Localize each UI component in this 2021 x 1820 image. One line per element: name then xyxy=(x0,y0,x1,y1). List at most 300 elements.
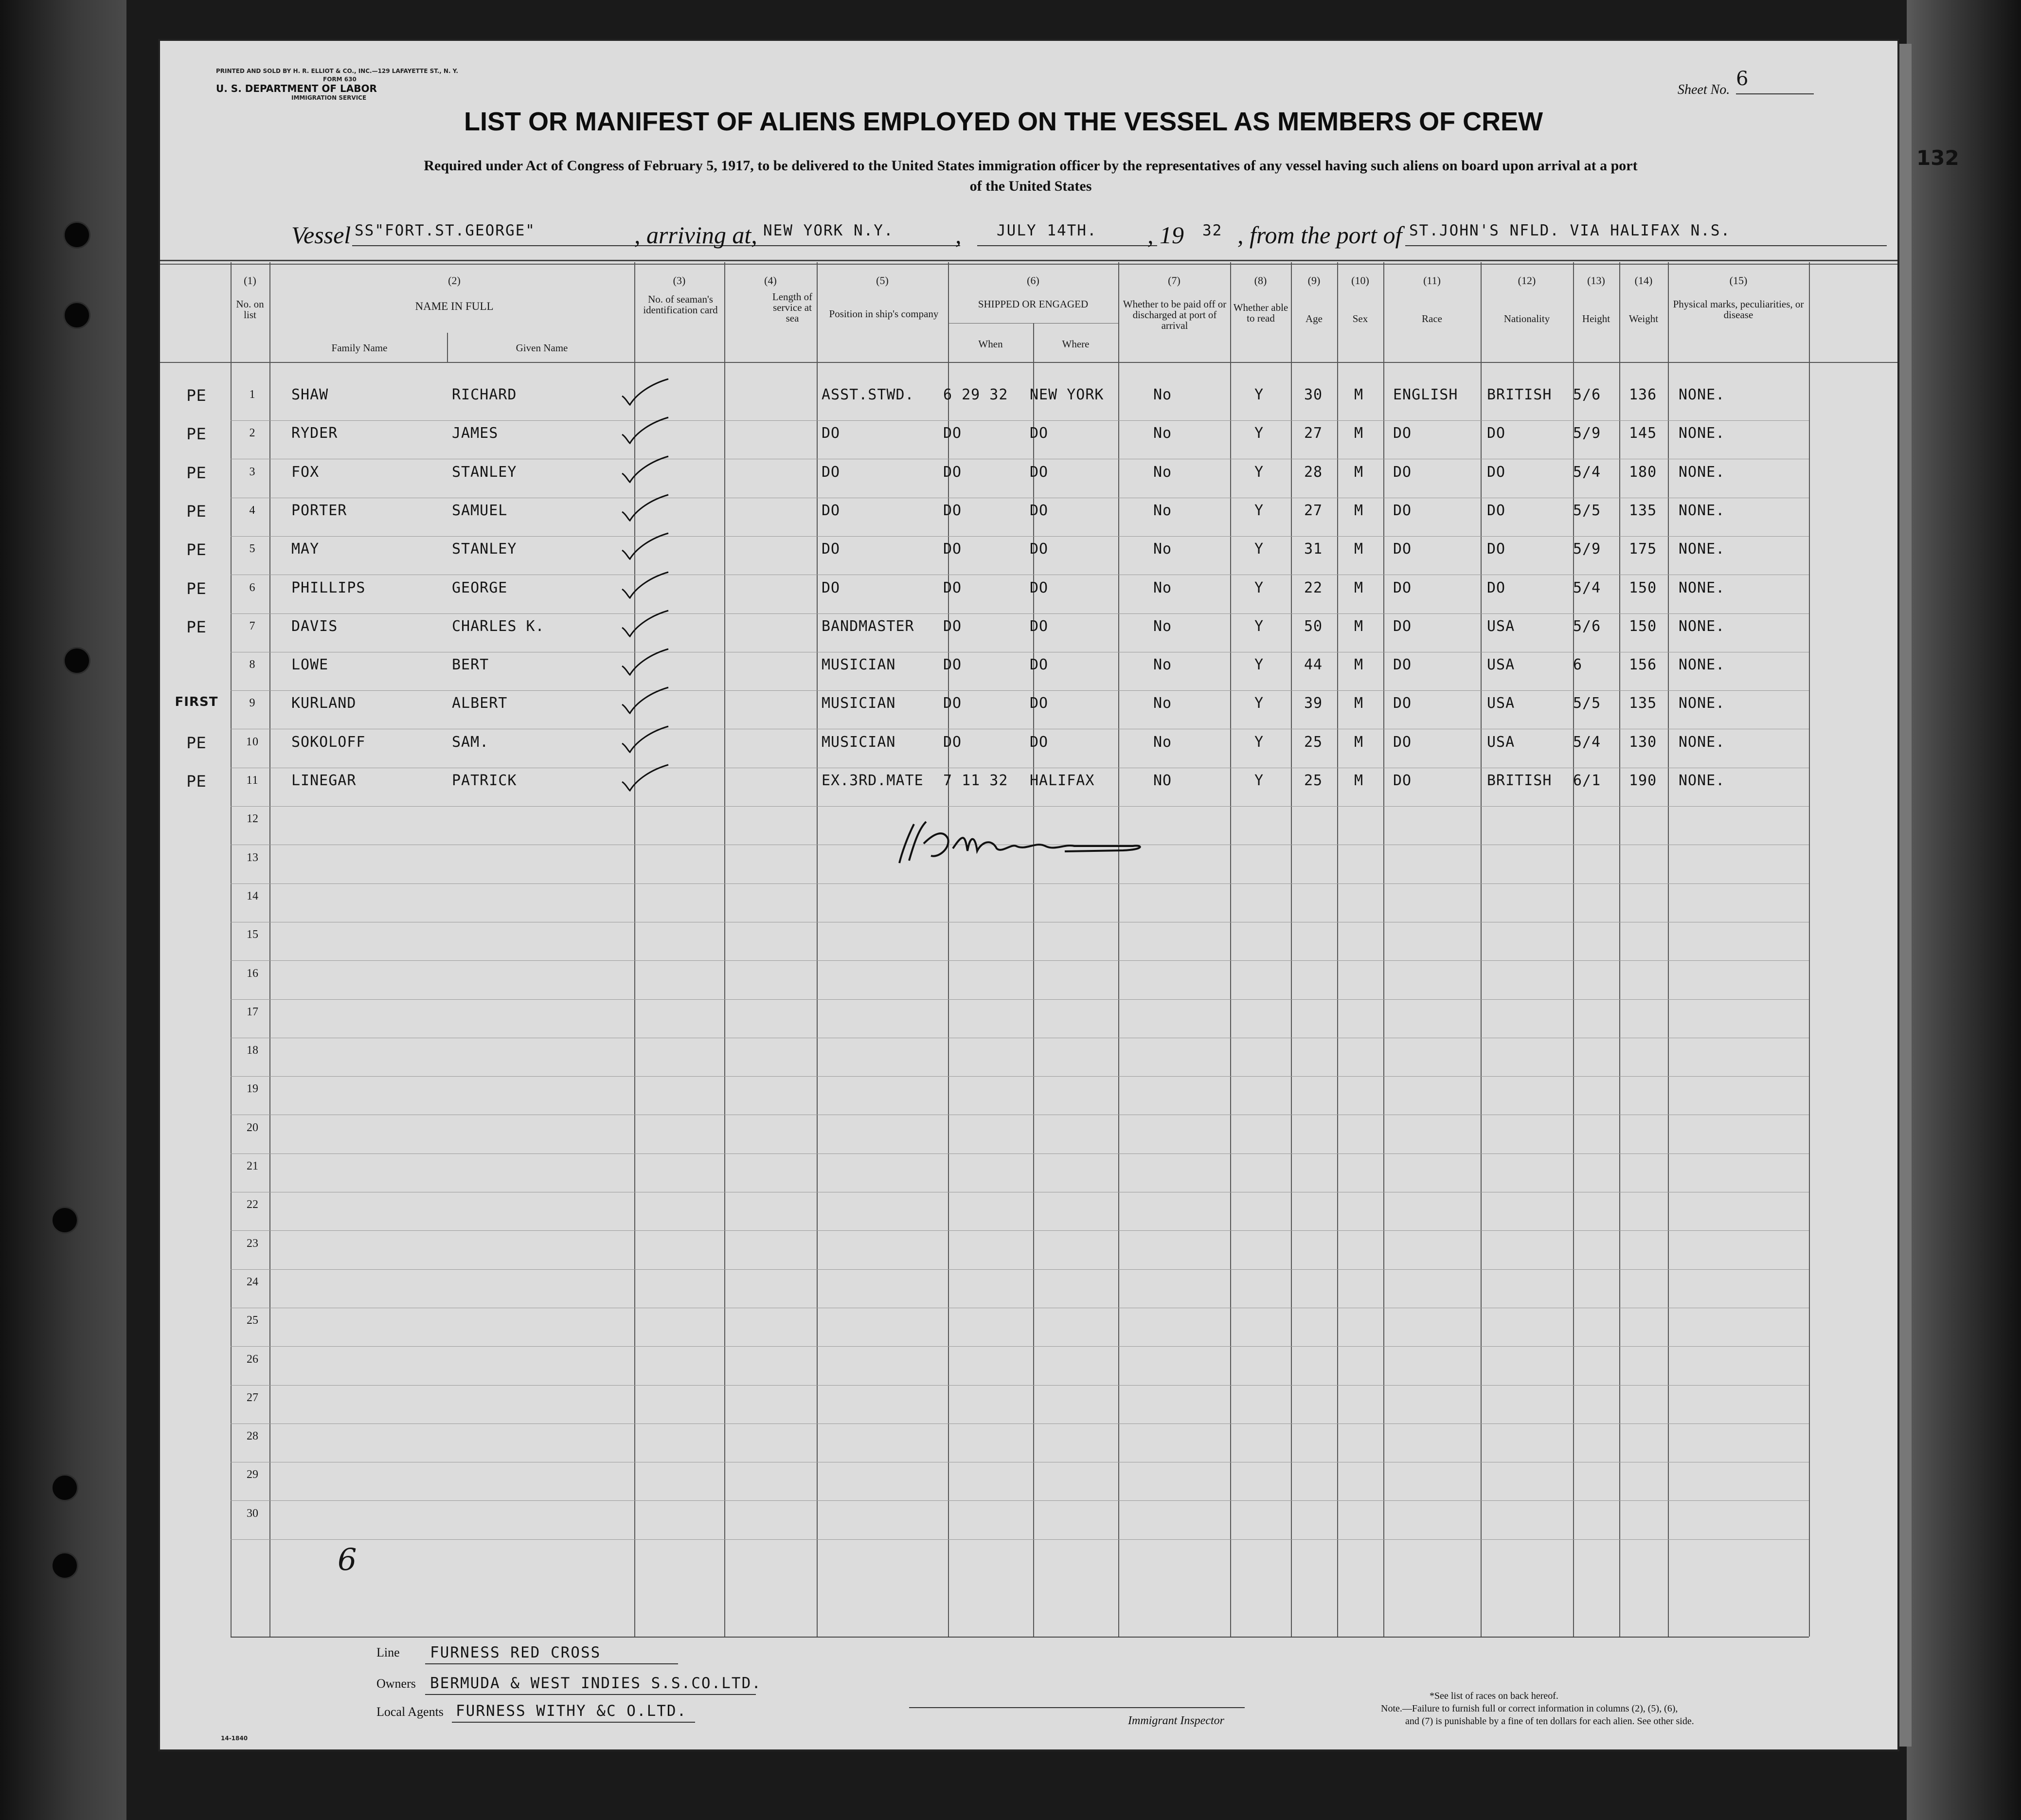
vessel-name: SS"FORT.ST.GEORGE" xyxy=(355,222,536,239)
sex: M xyxy=(1354,502,1364,519)
printer-imprint: PRINTED AND SOLD BY H. R. ELLIOT & CO., INC.—129 LAFAYETTE ST., N. Y. xyxy=(216,68,458,74)
age: 22 xyxy=(1304,579,1323,596)
empty-row-number: 27 xyxy=(247,1391,258,1404)
physical-marks: NONE. xyxy=(1679,656,1725,673)
nationality: DO xyxy=(1487,541,1506,558)
col1-number: (1) xyxy=(244,274,256,287)
col-divider xyxy=(1383,262,1384,1637)
row-rule xyxy=(231,1153,1809,1154)
engaged-when: DO xyxy=(943,579,962,596)
able-to-read: Y xyxy=(1254,464,1264,481)
family-name: PHILLIPS xyxy=(291,579,366,596)
empty-row-number: 15 xyxy=(247,928,258,941)
sex: M xyxy=(1354,464,1364,481)
empty-row-number: 12 xyxy=(247,812,258,825)
race: DO xyxy=(1393,695,1412,712)
given-name: RICHARD xyxy=(452,386,517,403)
list-number: 8 xyxy=(249,658,256,671)
age: 50 xyxy=(1304,618,1323,635)
col-divider xyxy=(1230,262,1231,1637)
sex: M xyxy=(1354,772,1364,789)
engaged-when: DO xyxy=(943,656,962,673)
sex: M xyxy=(1354,386,1364,403)
form-code: 14-1840 xyxy=(221,1735,248,1742)
weight: 150 xyxy=(1629,618,1657,635)
row-mark: FIRST xyxy=(175,695,218,709)
engaged-where: NEW YORK xyxy=(1030,386,1104,403)
ship-position: MUSICIAN xyxy=(822,656,896,673)
given-name: BERT xyxy=(452,656,489,673)
empty-row-number: 23 xyxy=(247,1237,258,1250)
nationality: BRITISH xyxy=(1487,386,1552,403)
row-rule xyxy=(231,1269,1809,1270)
col-divider xyxy=(1291,262,1292,1637)
col1-header: No. on list xyxy=(236,298,264,321)
list-number: 4 xyxy=(249,504,256,517)
col12-header: Nationality xyxy=(1503,313,1550,324)
ship-position: DO xyxy=(822,579,841,596)
check-mark xyxy=(617,415,676,449)
engaged-when: DO xyxy=(943,618,962,635)
empty-row-number: 21 xyxy=(247,1160,258,1172)
physical-marks: NONE. xyxy=(1679,734,1725,751)
list-number: 5 xyxy=(249,542,256,555)
nationality: USA xyxy=(1487,695,1515,712)
row-rule xyxy=(231,690,1809,691)
check-mark xyxy=(617,531,676,565)
col-divider xyxy=(817,262,818,1637)
physical-marks: NONE. xyxy=(1679,502,1725,519)
sex: M xyxy=(1354,656,1364,673)
check-mark xyxy=(617,724,676,758)
weight: 180 xyxy=(1629,464,1657,481)
engaged-when: DO xyxy=(943,502,962,519)
engaged-where: DO xyxy=(1030,579,1049,596)
nationality: DO xyxy=(1487,425,1506,442)
col8-number: (8) xyxy=(1254,274,1267,287)
col-divider xyxy=(447,333,448,362)
weight: 150 xyxy=(1629,579,1657,596)
age: 31 xyxy=(1304,541,1323,558)
footer-rule xyxy=(231,1637,1809,1638)
col-divider xyxy=(1337,262,1338,1637)
table-top-rule xyxy=(160,260,1897,261)
col2-given-header: Given Name xyxy=(516,342,568,354)
age: 30 xyxy=(1304,386,1323,403)
scan-right-margin xyxy=(1907,0,2021,1820)
subtitle-line-2: of the United States xyxy=(969,178,1092,194)
page-edge-shadow xyxy=(1899,44,1912,1747)
page-stamp: 132 xyxy=(1916,146,1959,170)
shipping-line-underline xyxy=(425,1663,678,1664)
col13-number: (13) xyxy=(1587,274,1605,287)
arrival-date: JULY 14TH. xyxy=(997,222,1097,239)
row-rule xyxy=(231,999,1809,1000)
col15-number: (15) xyxy=(1729,274,1748,287)
physical-marks: NONE. xyxy=(1679,541,1725,558)
age: 27 xyxy=(1304,425,1323,442)
given-name: STANLEY xyxy=(452,464,517,481)
scan-left-margin xyxy=(0,0,126,1820)
height: 5/4 xyxy=(1573,734,1601,751)
row-rule xyxy=(231,536,1809,537)
arrival-port: NEW YORK N.Y. xyxy=(763,222,894,239)
ship-position: DO xyxy=(822,464,841,481)
col7-number: (7) xyxy=(1168,274,1180,287)
able-to-read: Y xyxy=(1254,579,1264,596)
col6-where-header: Where xyxy=(1062,338,1090,350)
engaged-where: DO xyxy=(1030,695,1049,712)
binder-hole xyxy=(63,647,90,674)
paid-off: No xyxy=(1153,618,1172,635)
col-divider xyxy=(1809,262,1810,1637)
list-number: 9 xyxy=(249,697,256,709)
binder-hole xyxy=(51,1474,78,1501)
given-name: PATRICK xyxy=(452,772,517,789)
shipping-line: FURNESS RED CROSS xyxy=(430,1644,601,1661)
inspector-label: Immigrant Inspector xyxy=(1128,1714,1224,1727)
engaged-when: DO xyxy=(943,695,962,712)
nationality: BRITISH xyxy=(1487,772,1552,789)
local-agents: FURNESS WITHY &C O.LTD. xyxy=(456,1702,687,1720)
departure-port: ST.JOHN'S NFLD. VIA HALIFAX N.S. xyxy=(1409,222,1731,239)
race: ENGLISH xyxy=(1393,386,1458,403)
col-divider xyxy=(231,262,232,1637)
height: 6 xyxy=(1573,656,1583,673)
penalty-note-2: and (7) is punishable by a fine of ten dollars for each alien. See other side. xyxy=(1405,1716,1694,1727)
col3-header: No. of seaman's identification card xyxy=(643,293,718,316)
row-mark: PE xyxy=(186,386,207,405)
list-number: 6 xyxy=(249,581,256,594)
row-rule xyxy=(231,1539,1809,1540)
department-name: U. S. DEPARTMENT OF LABOR xyxy=(216,83,377,94)
given-name: ALBERT xyxy=(452,695,508,712)
ship-position: MUSICIAN xyxy=(822,695,896,712)
physical-marks: NONE. xyxy=(1679,425,1725,442)
age: 27 xyxy=(1304,502,1323,519)
row-rule xyxy=(231,1385,1809,1386)
paid-off: NO xyxy=(1153,772,1172,789)
list-number: 3 xyxy=(249,466,256,478)
row-mark: PE xyxy=(186,579,207,598)
able-to-read: Y xyxy=(1254,502,1264,519)
owners: BERMUDA & WEST INDIES S.S.CO.LTD. xyxy=(430,1675,762,1692)
sheet-number-line xyxy=(1736,93,1814,94)
engaged-where: DO xyxy=(1030,464,1049,481)
paid-off: No xyxy=(1153,464,1172,481)
col4-header: Length of service at sea xyxy=(772,291,813,324)
height: 5/9 xyxy=(1573,541,1601,558)
physical-marks: NONE. xyxy=(1679,618,1725,635)
given-name: SAMUEL xyxy=(452,502,508,519)
empty-row-number: 16 xyxy=(247,967,258,980)
row-rule xyxy=(231,1500,1809,1501)
list-number: 1 xyxy=(249,388,256,401)
race: DO xyxy=(1393,618,1412,635)
able-to-read: Y xyxy=(1254,425,1264,442)
empty-row-number: 19 xyxy=(247,1082,258,1095)
nationality: DO xyxy=(1487,502,1506,519)
sex: M xyxy=(1354,541,1364,558)
race: DO xyxy=(1393,541,1412,558)
engaged-when: DO xyxy=(943,541,962,558)
sheet-number: 6 xyxy=(1736,68,1749,90)
col5-header: Position in ship's company xyxy=(829,308,939,320)
engaged-where: DO xyxy=(1030,502,1049,519)
row-mark: PE xyxy=(186,502,207,521)
engaged-where: DO xyxy=(1030,425,1049,442)
row-rule xyxy=(231,883,1809,884)
check-mark xyxy=(617,570,676,604)
able-to-read: Y xyxy=(1254,541,1264,558)
empty-row-number: 20 xyxy=(247,1121,258,1134)
able-to-read: Y xyxy=(1254,386,1264,403)
arrival-date-line xyxy=(977,245,1157,246)
race: DO xyxy=(1393,502,1412,519)
nationality: DO xyxy=(1487,579,1506,596)
height: 5/6 xyxy=(1573,618,1601,635)
sex: M xyxy=(1354,425,1364,442)
nationality: USA xyxy=(1487,618,1515,635)
physical-marks: NONE. xyxy=(1679,464,1725,481)
agents-underline xyxy=(452,1722,695,1723)
row-mark: PE xyxy=(186,734,207,752)
departure-port-line xyxy=(1405,245,1887,246)
col9-number: (9) xyxy=(1307,274,1321,287)
paid-off: No xyxy=(1153,502,1172,519)
family-name: PORTER xyxy=(291,502,347,519)
empty-row-number: 30 xyxy=(247,1507,258,1520)
paid-off: No xyxy=(1153,425,1172,442)
binder-hole xyxy=(51,1552,78,1579)
signature xyxy=(880,814,1181,873)
col10-number: (10) xyxy=(1351,274,1369,287)
paid-off: No xyxy=(1153,541,1172,558)
col2-family-header: Family Name xyxy=(331,342,388,354)
ship-position: BANDMASTER xyxy=(822,618,914,635)
year-prefix: , 19 xyxy=(1147,221,1184,249)
engaged-where: DO xyxy=(1030,541,1049,558)
page-title: LIST OR MANIFEST OF ALIENS EMPLOYED ON THE VESSEL AS MEMBERS OF CREW xyxy=(464,107,1543,136)
list-number: 7 xyxy=(249,620,256,632)
empty-row-number: 22 xyxy=(247,1198,258,1211)
col2-header: NAME IN FULL xyxy=(415,300,494,312)
sex: M xyxy=(1354,579,1364,596)
penalty-note-1: Note.—Failure to furnish full or correct information in columns (2), (5), (6), xyxy=(1381,1703,1678,1714)
weight: 135 xyxy=(1629,502,1657,519)
weight: 156 xyxy=(1629,656,1657,673)
ship-position: EX.3RD.MATE xyxy=(822,772,924,789)
col15-header: Physical marks, peculiarities, or disease xyxy=(1673,298,1804,321)
col2-number: (2) xyxy=(448,274,461,287)
sex: M xyxy=(1354,734,1364,751)
given-name: CHARLES K. xyxy=(452,618,545,635)
paid-off: No xyxy=(1153,695,1172,712)
subtitle-line-1: Required under Act of Congress of February 5, 1917, to be delivered to the United States immigration officer by the representatives of any vessel having such aliens on board upon arrival at a port xyxy=(424,158,1638,174)
arrival-year: 32 xyxy=(1202,222,1223,239)
given-name: GEORGE xyxy=(452,579,508,596)
check-mark xyxy=(617,608,676,642)
able-to-read: Y xyxy=(1254,734,1264,751)
header-bottom-rule xyxy=(160,362,1897,363)
manifest-sheet xyxy=(158,39,1899,1751)
row-mark: PE xyxy=(186,541,207,559)
nationality: USA xyxy=(1487,734,1515,751)
arrival-port-line xyxy=(761,245,960,246)
paid-off: No xyxy=(1153,579,1172,596)
sheet-label: Sheet No. xyxy=(1678,82,1730,97)
check-mark xyxy=(617,647,676,681)
col11-number: (11) xyxy=(1423,274,1441,287)
engaged-where: DO xyxy=(1030,734,1049,751)
empty-row-number: 17 xyxy=(247,1006,258,1018)
col6-when-header: When xyxy=(978,338,1003,350)
agents-label: Local Agents xyxy=(376,1705,444,1719)
row-rule xyxy=(231,613,1809,614)
family-name: LOWE xyxy=(291,656,329,673)
height: 5/9 xyxy=(1573,425,1601,442)
family-name: SOKOLOFF xyxy=(291,734,366,751)
family-name: LINEGAR xyxy=(291,772,357,789)
col13-header: Height xyxy=(1582,313,1610,324)
engaged-where: HALIFAX xyxy=(1030,772,1095,789)
empty-row-number: 29 xyxy=(247,1468,258,1481)
engaged-when: 7 11 32 xyxy=(943,772,1008,789)
race: DO xyxy=(1393,656,1412,673)
col5-number: (5) xyxy=(876,274,889,287)
empty-row-number: 25 xyxy=(247,1314,258,1327)
col6-header: SHIPPED OR ENGAGED xyxy=(978,298,1089,310)
empty-row-number: 28 xyxy=(247,1430,258,1442)
given-name: JAMES xyxy=(452,425,499,442)
height: 5/5 xyxy=(1573,695,1601,712)
col6-number: (6) xyxy=(1027,274,1039,287)
age: 25 xyxy=(1304,734,1323,751)
col-divider xyxy=(269,262,270,1637)
col7-header: Whether to be paid off or discharged at port of arrival xyxy=(1123,298,1227,331)
given-name: SAM. xyxy=(452,734,489,751)
col12-number: (12) xyxy=(1518,274,1536,287)
arriving-label: , arriving at, xyxy=(634,221,757,249)
binder-hole xyxy=(51,1207,78,1234)
ship-position: MUSICIAN xyxy=(822,734,896,751)
ship-position: DO xyxy=(822,541,841,558)
able-to-read: Y xyxy=(1254,656,1264,673)
weight: 175 xyxy=(1629,541,1657,558)
table-top-rule-2 xyxy=(160,264,1897,265)
engaged-when: DO xyxy=(943,734,962,751)
able-to-read: Y xyxy=(1254,772,1264,789)
empty-row-number: 14 xyxy=(247,890,258,902)
engaged-when: DO xyxy=(943,425,962,442)
weight: 190 xyxy=(1629,772,1657,789)
handwritten-count: 6 xyxy=(338,1542,357,1577)
weight: 145 xyxy=(1629,425,1657,442)
engaged-when: 6 29 32 xyxy=(943,386,1008,403)
col11-header: Race xyxy=(1422,313,1442,324)
ship-position: DO xyxy=(822,425,841,442)
col8-header: Whether able to read xyxy=(1233,302,1288,324)
row-rule xyxy=(231,1230,1809,1231)
ship-position: DO xyxy=(822,502,841,519)
check-mark xyxy=(617,492,676,526)
height: 5/4 xyxy=(1573,579,1601,596)
family-name: MAY xyxy=(291,541,320,558)
col9-header: Age xyxy=(1306,313,1323,324)
age: 39 xyxy=(1304,695,1323,712)
race: DO xyxy=(1393,579,1412,596)
race: DO xyxy=(1393,734,1412,751)
weight: 136 xyxy=(1629,386,1657,403)
physical-marks: NONE. xyxy=(1679,772,1725,789)
col-divider xyxy=(724,262,725,1637)
list-number: 11 xyxy=(246,774,259,787)
form-number: FORM 630 xyxy=(323,76,357,83)
owners-label: Owners xyxy=(376,1676,416,1691)
binder-hole xyxy=(63,302,90,329)
height: 5/6 xyxy=(1573,386,1601,403)
col10-header: Sex xyxy=(1352,313,1368,324)
weight: 130 xyxy=(1629,734,1657,751)
race: DO xyxy=(1393,425,1412,442)
physical-marks: NONE. xyxy=(1679,386,1725,403)
empty-row-number: 24 xyxy=(247,1276,258,1288)
col4-number: (4) xyxy=(764,274,777,287)
nationality: USA xyxy=(1487,656,1515,673)
col-divider xyxy=(1668,262,1669,1637)
weight: 135 xyxy=(1629,695,1657,712)
from-label: , from the port of xyxy=(1237,221,1402,249)
line-label: Line xyxy=(376,1645,400,1659)
age: 28 xyxy=(1304,464,1323,481)
col14-header: Weight xyxy=(1628,313,1659,324)
empty-row-number: 26 xyxy=(247,1353,258,1366)
height: 6/1 xyxy=(1573,772,1601,789)
family-name: DAVIS xyxy=(291,618,338,635)
col-divider xyxy=(1033,323,1034,1637)
engaged-where: DO xyxy=(1030,656,1049,673)
age: 25 xyxy=(1304,772,1323,789)
nationality: DO xyxy=(1487,464,1506,481)
comma: , xyxy=(955,221,962,249)
sex: M xyxy=(1354,618,1364,635)
race: DO xyxy=(1393,464,1412,481)
able-to-read: Y xyxy=(1254,695,1264,712)
inspector-signature-line xyxy=(909,1707,1245,1708)
races-note: *See list of races on back hereof. xyxy=(1430,1691,1558,1701)
sex: M xyxy=(1354,695,1364,712)
paid-off: No xyxy=(1153,386,1172,403)
row-rule xyxy=(231,420,1809,421)
col-divider xyxy=(1619,262,1620,1637)
row-rule xyxy=(231,960,1809,961)
owners-underline xyxy=(425,1694,756,1695)
col14-number: (14) xyxy=(1634,274,1653,287)
check-mark xyxy=(617,685,676,719)
engaged-where: DO xyxy=(1030,618,1049,635)
family-name: KURLAND xyxy=(291,695,357,712)
given-name: STANLEY xyxy=(452,541,517,558)
family-name: SHAW xyxy=(291,386,329,403)
check-mark xyxy=(617,454,676,488)
col-divider xyxy=(1481,262,1482,1637)
check-mark xyxy=(617,762,676,796)
height: 5/5 xyxy=(1573,502,1601,519)
row-mark: PE xyxy=(186,772,207,791)
service-name: IMMIGRATION SERVICE xyxy=(291,94,367,101)
list-number: 2 xyxy=(249,427,256,439)
check-mark xyxy=(617,377,676,411)
